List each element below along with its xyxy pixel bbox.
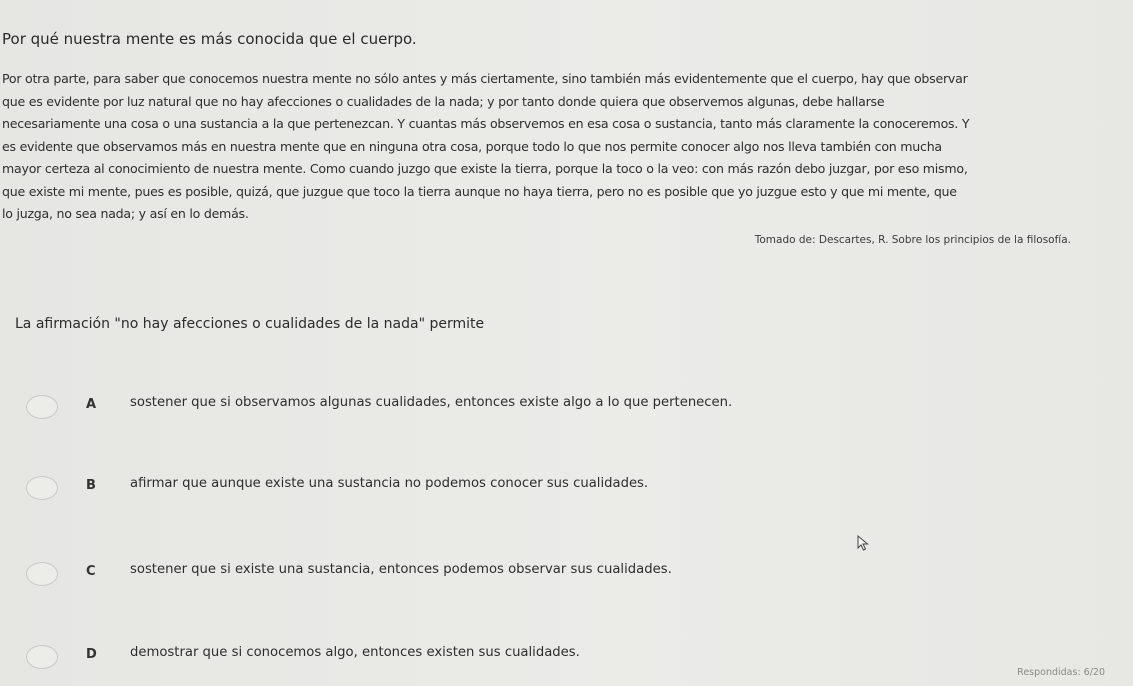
question-stem: La afirmación "no hay afecciones o cualidades de la nada" permite <box>15 316 485 332</box>
option-a[interactable] <box>22 395 922 429</box>
option-c[interactable] <box>22 562 922 596</box>
option-d-radio[interactable] <box>26 645 58 669</box>
passage-line: Por otra parte, para saber que conocemos nuestra mente no sólo antes y más ciertamente, sino también más evidentemente que el cuerpo, hay que observar <box>2 71 968 86</box>
option-text: demostrar que si conocemos algo, entonces existen sus cualidades. <box>130 645 580 660</box>
answered-counter: Respondidas: 6/20 <box>1017 667 1105 678</box>
option-letter: C <box>86 564 96 579</box>
passage-line: necesariamente una cosa o una sustancia a la que pertenezcan. Y cuantas más observemos en esa cosa o sustancia, tanto más claramente la conoceremos. Y <box>2 116 970 131</box>
option-text: sostener que si existe una sustancia, entonces podemos observar sus cualidades. <box>130 562 672 577</box>
option-letter: D <box>86 647 97 662</box>
option-a-radio[interactable] <box>26 395 58 419</box>
option-letter: B <box>86 478 96 493</box>
passage-title: Por qué nuestra mente es más conocida que el cuerpo. <box>2 30 417 48</box>
option-b[interactable] <box>22 476 922 510</box>
passage-line: que existe mi mente, pues es posible, quizá, que juzgue que toco la tierra aunque no haya tierra, pero no es posible que yo juzgue esto y que mi mente, que <box>2 183 957 199</box>
option-c-radio[interactable] <box>26 562 58 586</box>
passage-line: que es evidente por luz natural que no hay afecciones o cualidades de la nada; y por tanto donde quiera que observemos algunas, debe hallarse <box>2 93 885 109</box>
option-text: afirmar que aunque existe una sustancia no podemos conocer sus cualidades. <box>130 476 649 491</box>
option-b-radio[interactable] <box>26 476 58 500</box>
passage-line: lo juzga, no sea nada; y así en lo demás. <box>2 206 249 221</box>
option-d[interactable] <box>22 645 922 679</box>
option-letter: A <box>86 397 97 412</box>
reading-passage <box>2 68 1082 226</box>
passage-line: mayor certeza al conocimiento de nuestra mente. Como cuando juzgo que existe la tierra, porque la toco o la veo: con más razón debo juzgar, por eso mismo, <box>2 161 968 176</box>
option-text: sostener que si observamos algunas cualidades, entonces existe algo a lo que pertenecen. <box>130 395 733 410</box>
mouse-pointer-icon <box>857 535 869 555</box>
passage-line: es evidente que observamos más en nuestra mente que en ninguna otra cosa, porque todo lo que nos permite conocer algo nos lleva también con mucha <box>2 138 942 154</box>
source-citation: Tomado de: Descartes, R. Sobre los principios de la filosofía. <box>754 234 1071 246</box>
